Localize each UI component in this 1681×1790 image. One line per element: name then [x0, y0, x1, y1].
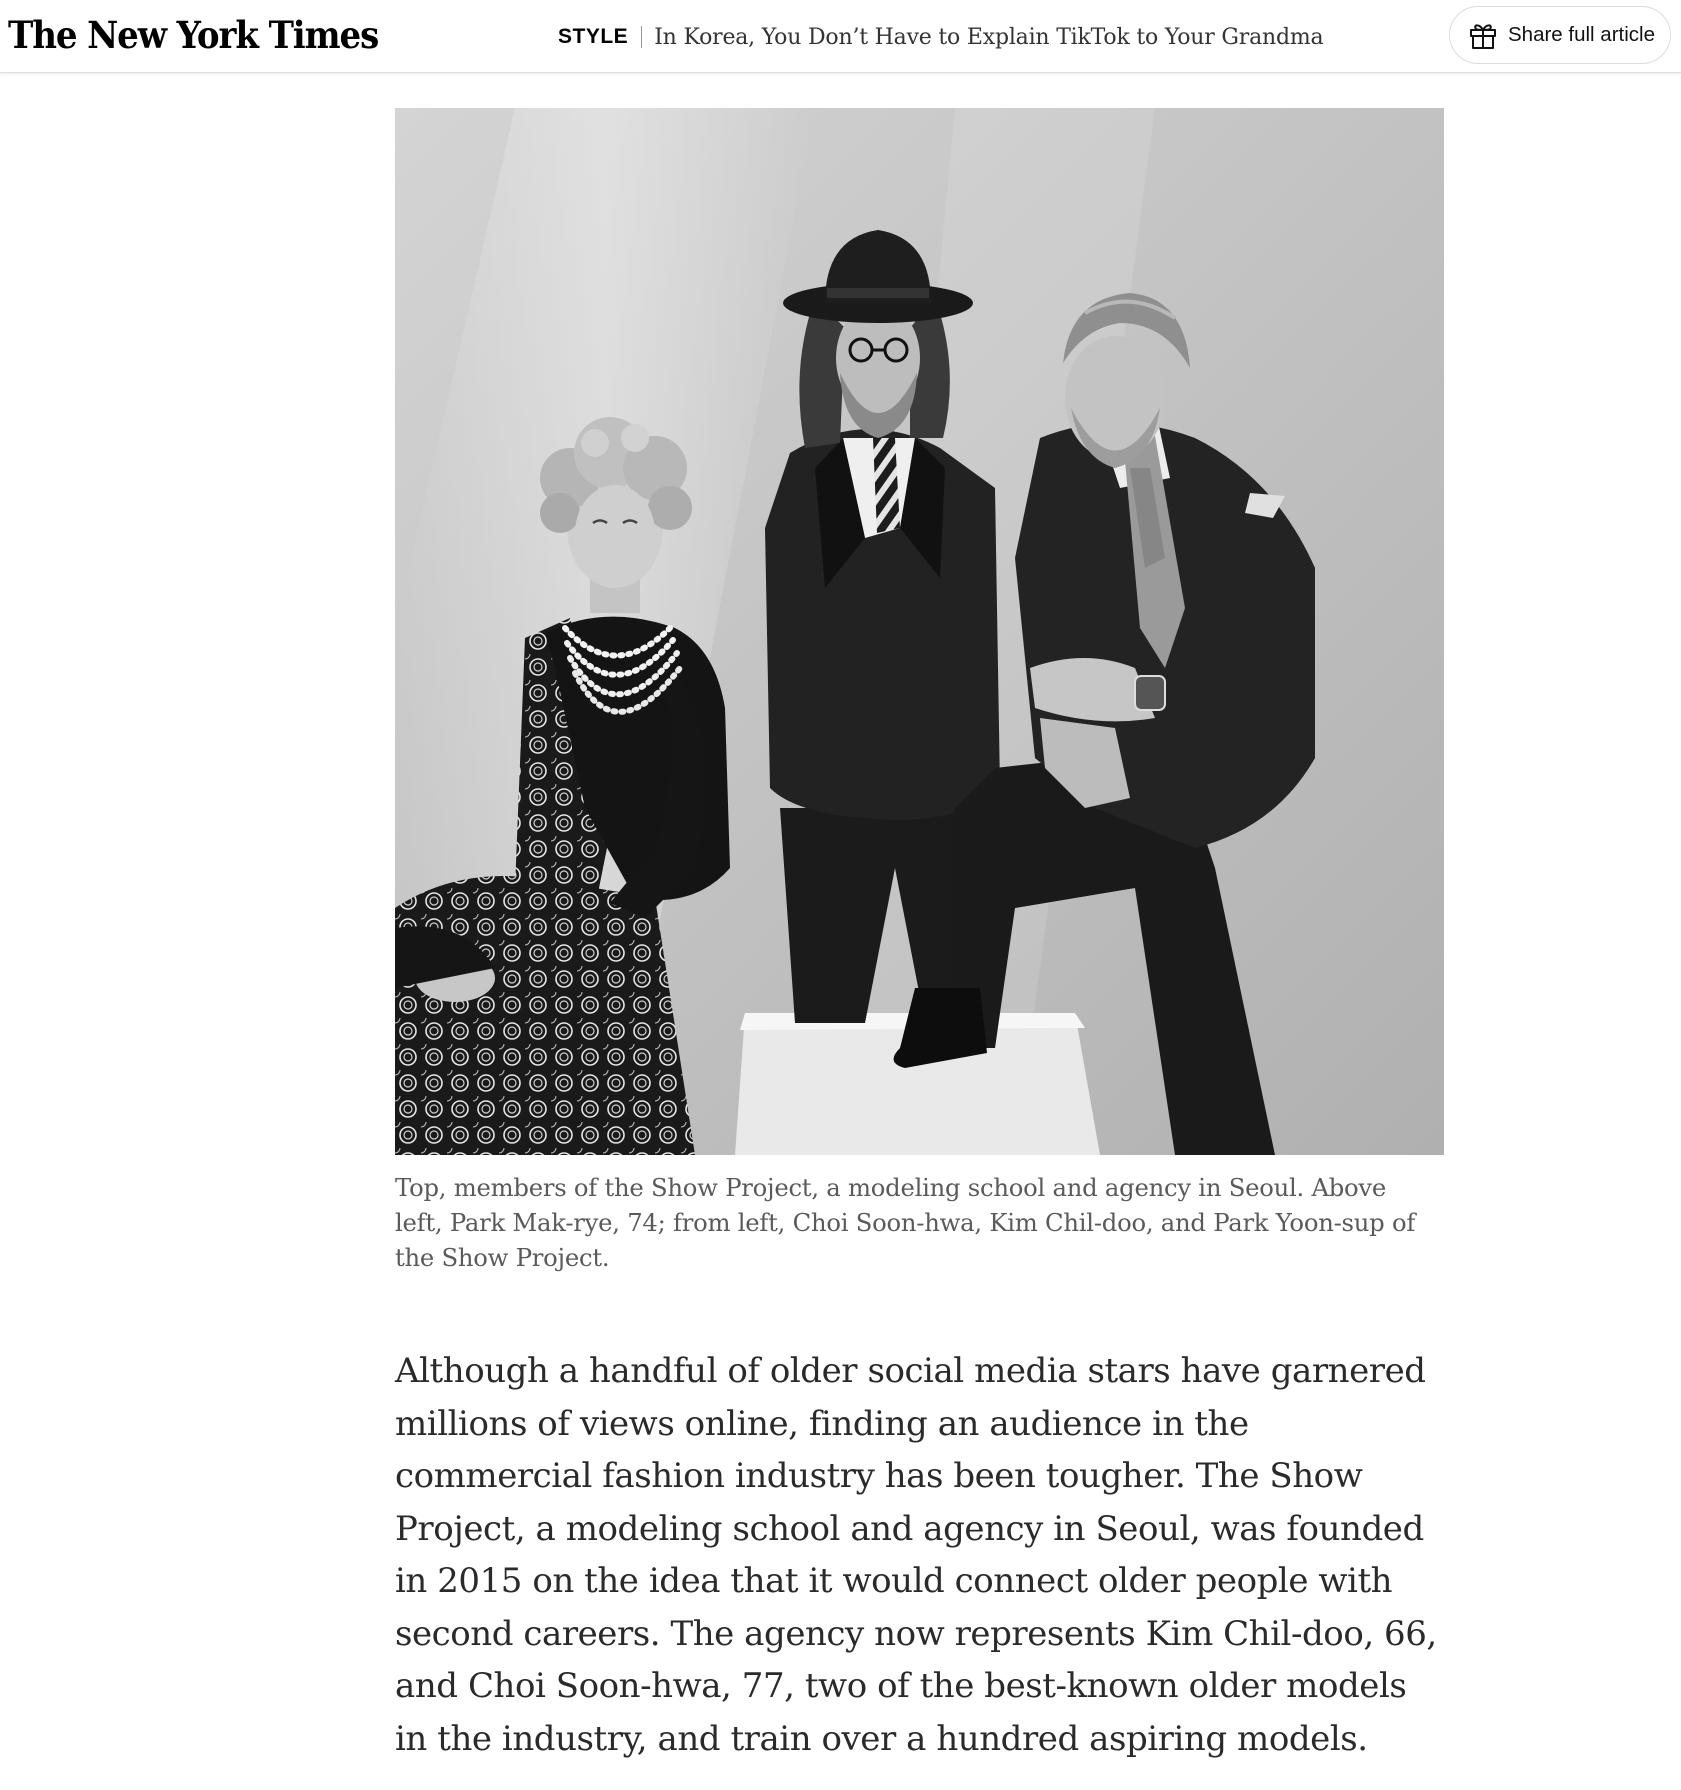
share-full-article-button[interactable]: [1449, 6, 1671, 64]
nyt-logo[interactable]: The New York Times: [8, 13, 379, 57]
header-divider: [641, 26, 642, 48]
article-short-headline: In Korea, You Don’t Have to Explain TikTok to Your Grandma: [654, 24, 1324, 50]
top-bar: [0, 0, 1681, 73]
section-label[interactable]: STYLE: [558, 25, 629, 48]
gift-icon: [1467, 19, 1499, 51]
header-headline-group: [558, 20, 1323, 54]
article-photo: [395, 108, 1444, 1155]
article-paragraph: Although a handful of older social media stars have garnered millions of views online, finding an audience in the commercial fashion industry has been tougher. The Show Project, a modeling school and agency in Seoul, was founded in 2015 on the idea that it would connect older people with second careers. The agency now represents Kim Chil-doo, 66, and Choi Soon-hwa, 77, two of the best-known older models in the industry, and train over a hundred aspiring models.: [395, 1351, 1437, 1759]
photo-caption: Top, members of the Show Project, a modeling school and agency in Seoul. Above left, Park Mak-rye, 74; from left, Choi Soon-hwa, Kim Chil-doo, and Park Yoon-sup of the Show Project.: [395, 1173, 1416, 1272]
photo-three-models-illustration: [395, 108, 1444, 1155]
share-button-label: Share full article: [1508, 23, 1655, 46]
